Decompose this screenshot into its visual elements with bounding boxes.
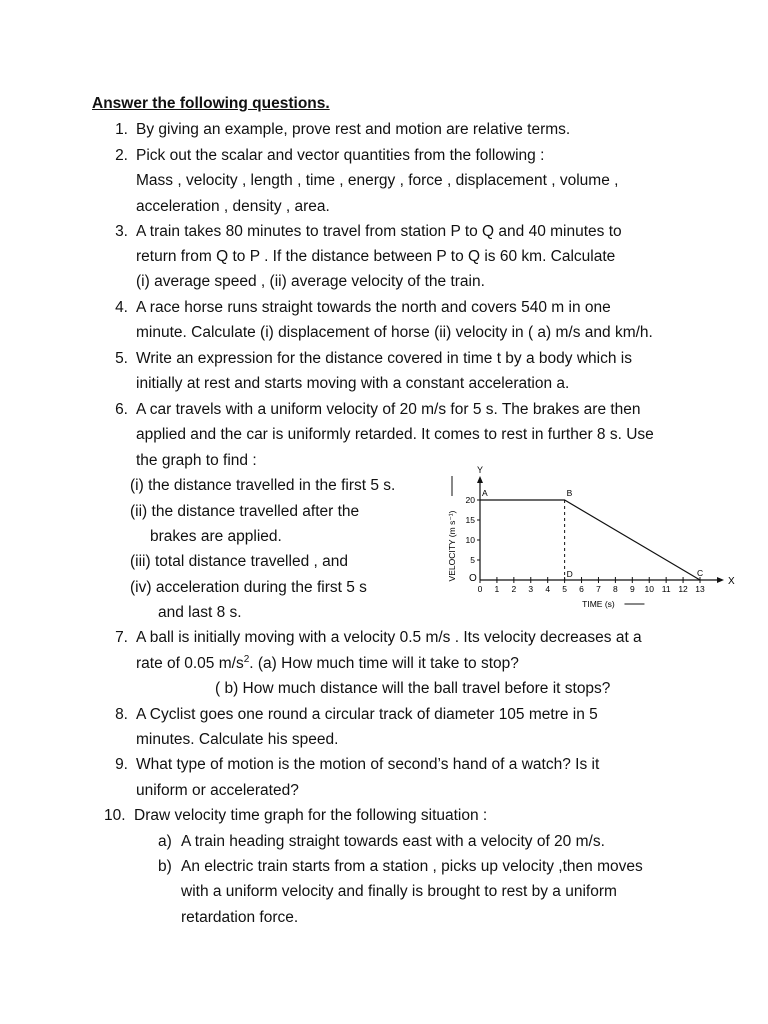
x-tick-label: 11: [661, 584, 671, 594]
question-8-line-1: A Cyclist goes one round a circular track of diameter 105 metre in 5: [136, 706, 598, 723]
x-tick-label: 7: [596, 584, 601, 594]
x-tick-label: 8: [613, 584, 618, 594]
question-1-number: 1.: [115, 121, 128, 138]
x-axis-title: TIME (s): [582, 599, 615, 609]
x-tick-label: 13: [695, 584, 705, 594]
question-6-line-1: A car travels with a uniform velocity of 20 m/s for 5 s. The brakes are then: [136, 401, 641, 418]
velocity-time-graph: [440, 455, 740, 615]
worksheet-heading: Answer the following questions.: [92, 95, 330, 112]
point-label-d: D: [566, 569, 573, 579]
velocity-series-line: [480, 500, 700, 580]
question-8-line-2: minutes. Calculate his speed.: [136, 731, 339, 748]
point-label-c: C: [697, 568, 704, 578]
question-6-line-3: the graph to find :: [136, 452, 257, 469]
question-6-number: 6.: [115, 401, 128, 418]
question-2-line-3: acceleration , density , area.: [136, 198, 330, 215]
question-7-number: 7.: [115, 629, 128, 646]
question-10-line-1: Draw velocity time graph for the following situation :: [134, 807, 488, 824]
question-7-line-3: ( b) How much distance will the ball travel before it stops?: [215, 680, 611, 697]
y-tick-label: 10: [465, 535, 475, 545]
question-2-line-1: Pick out the scalar and vector quantities from the following :: [136, 147, 545, 164]
question-6-sub-iv-cont: and last 8 s.: [158, 604, 242, 621]
question-6-sub-ii-cont: brakes are applied.: [150, 528, 282, 545]
y-tick-label: 5: [470, 555, 475, 565]
y-tick-label: 20: [465, 495, 475, 505]
y-axis-arrow: [477, 476, 483, 483]
question-9-line-2: uniform or accelerated?: [136, 782, 299, 799]
x-axis-arrow: [717, 577, 724, 583]
y-axis-title: VELOCITY (m s⁻¹): [447, 510, 457, 582]
x-tick-label: 9: [629, 584, 635, 594]
point-label-a: A: [482, 488, 488, 498]
question-1-text: By giving an example, prove rest and motion are relative terms.: [136, 121, 571, 138]
x-tick-label: 6: [579, 584, 584, 594]
question-10-b-line-1: An electric train starts from a station , picks up velocity ,then moves: [181, 858, 643, 875]
x-tick-label: 5: [562, 584, 567, 594]
question-7-line-2-start: rate of 0.05 m/s: [136, 655, 244, 672]
x-axis-letter: X: [728, 576, 735, 587]
question-7-superscript: 2: [243, 653, 250, 665]
point-label-b: B: [566, 488, 573, 498]
question-6-sub-ii: (ii) the distance travelled after the: [130, 503, 360, 520]
question-3-number: 3.: [115, 223, 128, 240]
question-10-b-line-2: with a uniform velocity and finally is brought to rest by a uniform: [181, 883, 617, 900]
question-2-line-2: Mass , velocity , length , time , energy , force , displacement , volume ,: [136, 172, 619, 189]
x-tick-label: 4: [545, 584, 551, 594]
question-6-line-2: applied and the car is uniformly retarded. It comes to rest in further 8 s. Use: [136, 426, 654, 443]
x-tick-label: 3: [528, 584, 534, 594]
question-10-b-line-3: retardation force.: [181, 909, 299, 926]
question-7-line-1: A ball is initially moving with a velocity 0.5 m/s . Its velocity decreases at a: [136, 629, 642, 646]
question-10-number: 10.: [104, 807, 126, 824]
x-tick-label: 1: [494, 584, 500, 594]
question-6-sub-iv: (iv) acceleration during the first 5 s: [130, 579, 367, 596]
question-3-line-1: A train takes 80 minutes to travel from station P to Q and 40 minutes to: [136, 223, 622, 240]
question-5-line-2: initially at rest and starts moving with a constant acceleration a.: [136, 375, 570, 392]
question-6-sub-iii: (iii) total distance travelled , and: [130, 553, 348, 570]
question-9-number: 9.: [115, 756, 128, 773]
x-tick-label: 10: [644, 584, 654, 594]
x-tick-label: 12: [678, 584, 688, 594]
question-7-line-2: [136, 654, 519, 674]
question-8-number: 8.: [115, 706, 128, 723]
question-10-b-label: b): [158, 858, 172, 875]
question-6-sub-i: (i) the distance travelled in the first 5 s.: [130, 477, 396, 494]
y-tick-label: 15: [465, 515, 475, 525]
question-4-line-1: A race horse runs straight towards the north and covers 540 m in one: [136, 299, 611, 316]
question-7-line-2-end: . (a) How much time will it take to stop?: [249, 655, 519, 672]
x-tick-label: 0: [477, 584, 483, 594]
question-4-number: 4.: [115, 299, 128, 316]
question-10-a-text: A train heading straight towards east with a velocity of 20 m/s.: [181, 833, 605, 850]
question-3-line-2: return from Q to P . If the distance between P to Q is 60 km. Calculate: [136, 248, 616, 265]
origin-label: O: [469, 573, 477, 584]
question-9-line-1: What type of motion is the motion of second’s hand of a watch? Is it: [136, 756, 600, 773]
question-3-line-3: (i) average speed , (ii) average velocity of the train.: [136, 273, 485, 290]
question-10-a-label: a): [158, 833, 172, 850]
question-4-line-2: minute. Calculate (i) displacement of horse (ii) velocity in ( a) m/s and km/h.: [136, 324, 653, 341]
x-tick-label: 2: [511, 584, 517, 594]
question-5-number: 5.: [115, 350, 128, 367]
question-2-number: 2.: [115, 147, 128, 164]
question-5-line-1: Write an expression for the distance covered in time t by a body which is: [136, 350, 632, 367]
y-axis-letter: Y: [477, 465, 484, 475]
